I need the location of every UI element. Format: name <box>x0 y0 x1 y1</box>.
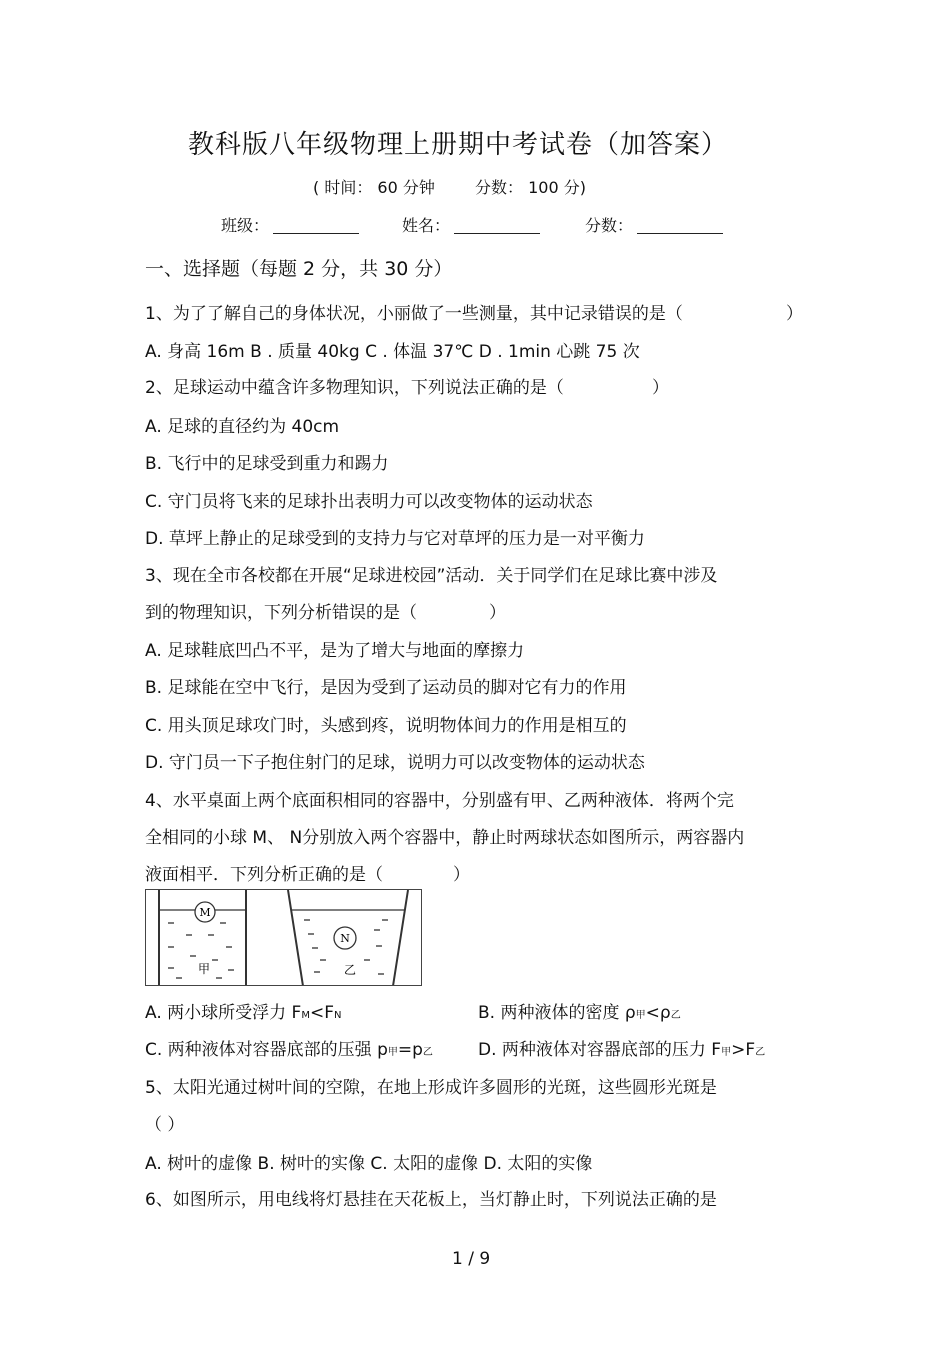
ball-n-label: N <box>340 932 350 945</box>
q4-a-text: A. 两小球所受浮力 F <box>145 1003 302 1023</box>
containers-figure <box>145 889 422 986</box>
page-title: 教科版八年级物理上册期中考试卷（加答案） <box>188 130 729 160</box>
q4-stem-line3: 液面相平．下列分析正确的是（ <box>145 865 383 885</box>
q4-c-sub2: 乙 <box>422 1047 433 1058</box>
q2-option-c: C. 守门员将飞来的足球扑出表明力可以改变物体的运动状态 <box>145 492 593 512</box>
q3-option-b: B. 足球能在空中飞行，是因为受到了运动员的脚对它有力的作用 <box>145 678 627 698</box>
section-heading: 一、选择题（每题 2 分，共 30 分） <box>145 258 453 280</box>
q5-options: A. 树叶的虚像 B. 树叶的实像 C. 太阳的虚像 D. 太阳的实像 <box>145 1154 593 1174</box>
q4-d-sub2: 乙 <box>755 1047 766 1058</box>
class-field <box>221 213 359 236</box>
exam-score: 分数： 100 分) <box>475 178 586 197</box>
q4-a-sub1: M <box>301 1010 310 1021</box>
exam-time: ( 时间： 60 分钟 <box>313 178 435 197</box>
q4-d-mid: >F <box>731 1040 756 1060</box>
score-blank <box>637 217 723 234</box>
q4-b-mid: <ρ <box>645 1003 671 1023</box>
q2-option-b: B. 飞行中的足球受到重力和踢力 <box>145 454 389 474</box>
score-field <box>585 213 723 236</box>
q4-c-sub1: 甲 <box>387 1047 398 1058</box>
q2-option-d: D. 草坪上静止的足球受到的支持力与它对草坪的压力是一对平衡力 <box>145 529 645 549</box>
q4-b-text: B. 两种液体的密度 ρ <box>478 1003 636 1023</box>
page-number: 1 / 9 <box>452 1249 491 1269</box>
q4-option-b <box>478 998 681 1023</box>
q2-option-a: A. 足球的直径约为 40cm <box>145 417 340 437</box>
q3-option-d: D. 守门员一下子抱住射门的足球，说明力可以改变物体的运动状态 <box>145 753 645 773</box>
q4-b-sub1: 甲 <box>635 1010 646 1021</box>
name-field <box>402 213 540 236</box>
right-container-wall-right <box>393 890 408 986</box>
class-blank <box>273 217 359 234</box>
name-blank <box>454 217 540 234</box>
ball-m-label: M <box>199 906 211 919</box>
q1-close: ） <box>786 304 803 324</box>
liquid-left-label: 甲 <box>197 962 211 976</box>
containers-diagram <box>146 890 422 986</box>
q4-a-mid: <F <box>309 1003 334 1023</box>
q4-option-c <box>145 1035 433 1060</box>
q4-d-sub1: 甲 <box>721 1047 732 1058</box>
q4-c-mid: =p <box>397 1040 423 1060</box>
q5-paren: （ ） <box>145 1115 185 1135</box>
q5-stem: 5、太阳光通过树叶间的空隙，在地上形成许多圆形的光斑，这些圆形光斑是 <box>145 1078 717 1098</box>
class-label: 班级： <box>221 216 270 235</box>
q3-close: ） <box>489 603 506 623</box>
q4-a-sub2: N <box>334 1010 342 1021</box>
score-label: 分数： <box>585 216 634 235</box>
q3-stem-line1: 3、现在全市各校都在开展“足球进校园”活动．关于同学们在足球比赛中涉及 <box>145 566 718 586</box>
q6-stem: 6、如图所示，用电线将灯悬挂在天花板上，当灯静止时，下列说法正确的是 <box>145 1190 717 1210</box>
q4-d-text: D. 两种液体对容器底部的压力 F <box>478 1040 722 1060</box>
q4-stem-line2: 全相同的小球 M、 N分别放入两个容器中，静止时两球状态如图所示，两容器内 <box>145 828 745 848</box>
q2-close: ） <box>652 378 669 398</box>
q3-option-c: C. 用头顶足球攻门时，头感到疼，说明物体间力的作用是相互的 <box>145 716 627 736</box>
q2-stem: 2、足球运动中蕴含许多物理知识，下列说法正确的是（ <box>145 378 564 398</box>
q4-close: ） <box>453 865 470 885</box>
q4-b-sub2: 乙 <box>670 1010 681 1021</box>
liquid-right-label: 乙 <box>343 963 357 977</box>
q4-c-text: C. 两种液体对容器底部的压强 p <box>145 1040 388 1060</box>
name-label: 姓名： <box>402 216 451 235</box>
q3-option-a: A. 足球鞋底凹凸不平，是为了增大与地面的摩擦力 <box>145 641 525 661</box>
q3-stem-line2: 到的物理知识，下列分析错误的是（ <box>145 603 417 623</box>
q4-stem-line1: 4、水平桌面上两个底面积相同的容器中，分别盛有甲、乙两种液体．将两个完 <box>145 791 734 811</box>
q1-stem: 1、为了了解自己的身体状况，小丽做了一些测量，其中记录错误的是（ <box>145 304 683 324</box>
q4-option-d <box>478 1035 765 1060</box>
right-container-wall-left <box>288 890 303 986</box>
q4-option-a <box>145 998 341 1023</box>
q1-options: A. 身高 16m B . 质量 40kg C . 体温 37℃ D . 1min 心跳 75 次 <box>145 342 640 362</box>
